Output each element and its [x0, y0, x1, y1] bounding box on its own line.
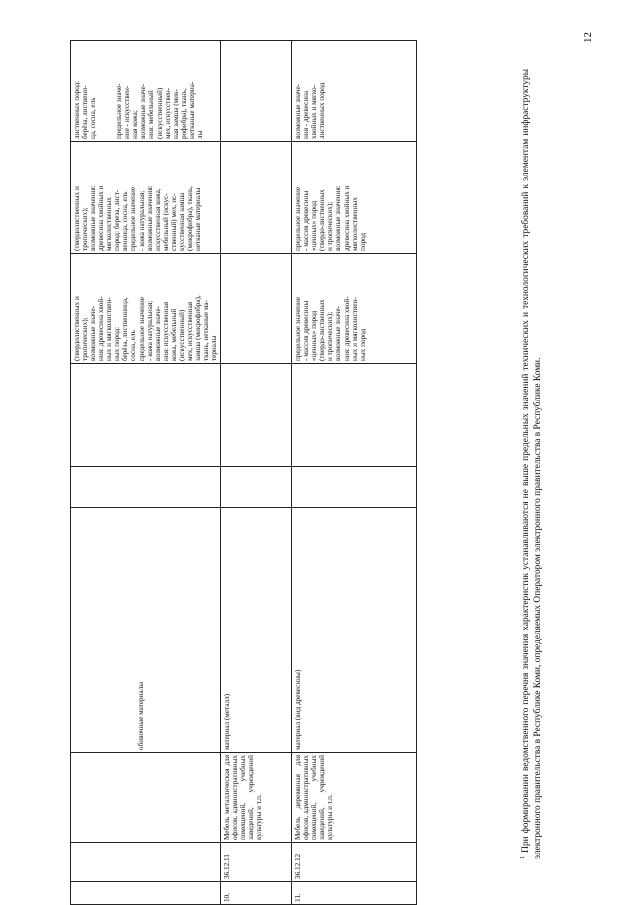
- row-characteristic: материал (металл): [221, 508, 292, 753]
- cell-unit: [71, 467, 221, 508]
- value-text: (твердолиственных и тропических); возможные значе- ния: древесина хвой- ных и мягколиствен- ных пород: берёза, лиственница, сосна, ель: [73, 296, 138, 361]
- cell-unit: [292, 467, 417, 508]
- cell-value-3: [221, 142, 292, 254]
- row-value: возможные значе- ния - древесина хвойных и мягко- лиственных пород: [292, 41, 417, 142]
- row-name: Мебель деревянная для офисов, административных помещений, учебных заведений, учреждений культуры и т.п.: [292, 753, 417, 843]
- value-text: (твердолиственных и тропических); возможные значения: древесина хвойных и мягколиственных пород: береза, лист- венница, сосна, ель: [73, 185, 130, 251]
- table-row: [221, 41, 292, 905]
- cell-characteristic: [71, 508, 221, 753]
- row-code: 36.12.11: [221, 843, 292, 882]
- cell-unit: [221, 467, 292, 508]
- cell-code: [71, 843, 221, 882]
- specification-table: [70, 40, 417, 905]
- cell-number: [71, 882, 221, 905]
- footnote-text: При формировании ведомственного перечня значения характеристик устанавливаются не выше предельных значений технических и технологических требований к элементам инфраструктуры электронного правительства в Республике Коми, определяемых Оператором электронного правительства в Республике Коми.: [521, 68, 543, 859]
- cell-value-2: [71, 254, 221, 364]
- footnote-mark: 1: [520, 856, 526, 859]
- row-name: Мебель металлическая для офисов, административных помещений, учебных заведений, учреждений культуры и т.п.: [221, 753, 292, 843]
- value-text: предельное значение - кожа натуральная; возможные значе- ния: искусственная кожа, мебельный (искусственный) мех, искусственная замша (микрофибра), ткань, нетканые ма- териалы: [137, 295, 219, 361]
- row-code: 36.12.12: [292, 843, 417, 882]
- value-text: лиственных пород: берёза, листвени- ца, сосна, ель: [73, 80, 98, 139]
- characteristic-label: обивочные материалы: [137, 681, 145, 750]
- row-characteristic: материал (вид древесины): [292, 508, 417, 753]
- table-row: [292, 41, 417, 905]
- value-text: предельное значение - кожа натуральная; возможные значения: искусственная кожа, мебельный (искус- ственный) мех, ис- кусственная замша (микрофибра), ткань, нетканые материалы: [129, 185, 202, 251]
- cell-name: [71, 753, 221, 843]
- cell-value-1: [221, 364, 292, 467]
- row-value: предельное значение - массив древесины «ценных» пород (твердо-лиственных и тропических); возможные значе- ния: древесина хвой- ных и мягколиствен- ных пород: [292, 254, 417, 364]
- row-number: 11.: [292, 882, 417, 905]
- row-value: предельное значение - массив древесины «ценных» пород (твердо-лиственных и тропических); возможные значения: древесина хвойных и мягколиственных пород: [292, 142, 417, 254]
- table-row: [71, 41, 221, 905]
- cell-value-2: [221, 254, 292, 364]
- value-text: предельное значе- ние - искусствен- ная кожа; возможные значе- ния: мебельный (искусственный) мех, искусствен- ная замша (мик- рофибра), ткань, нетканые материа- лы: [115, 81, 204, 139]
- row-number: 10.: [221, 882, 292, 905]
- cell-value-4: [221, 41, 292, 142]
- footnote: [520, 69, 545, 859]
- cell-value-4: [71, 41, 221, 142]
- cell-value-3: [71, 142, 221, 254]
- cell-value-1: [292, 364, 417, 467]
- page-number: 12: [582, 32, 594, 43]
- cell-value-1: [71, 364, 221, 467]
